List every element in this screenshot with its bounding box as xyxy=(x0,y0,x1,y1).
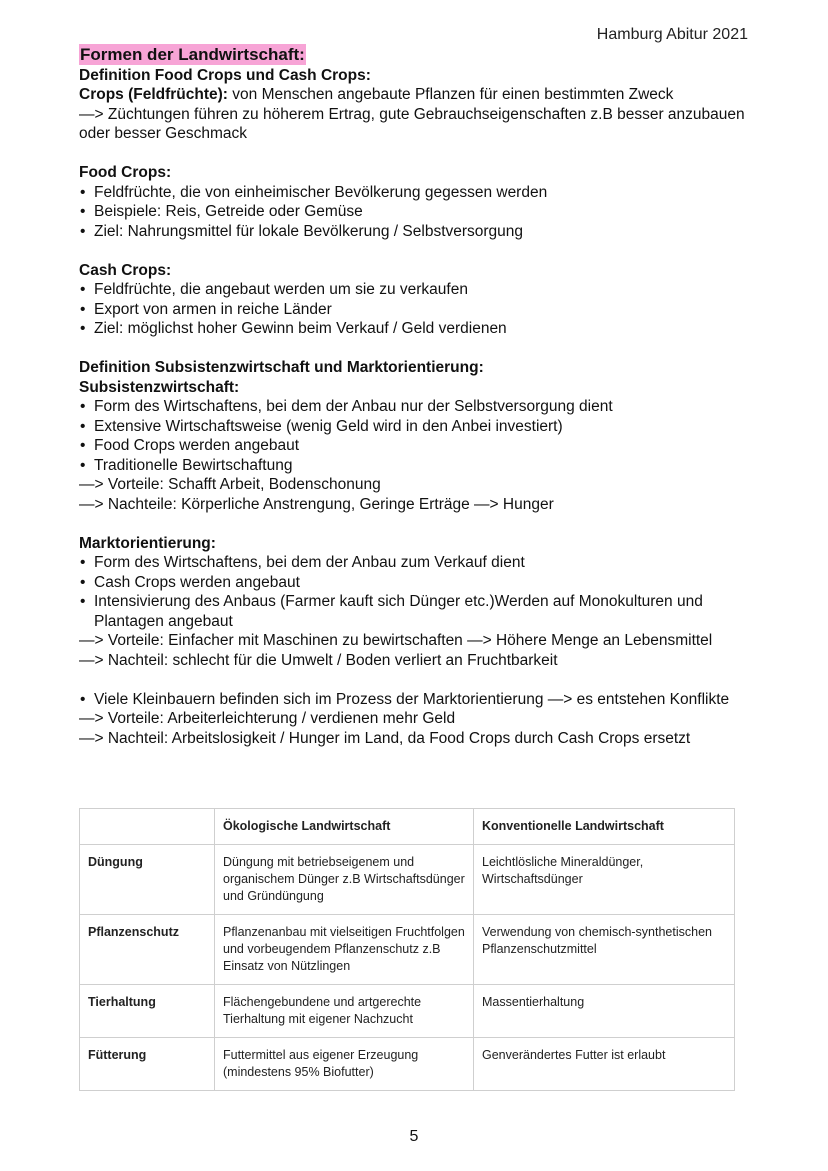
table-row xyxy=(80,845,735,915)
table-cell: Futtermittel aus eigener Erzeugung (mindestens 95% Biofutter) xyxy=(215,1038,474,1091)
conflict-cons: —> Nachteil: Arbeitslosigkeit / Hunger im Land, da Food Crops durch Cash Crops ersetzt xyxy=(79,729,691,747)
list-item: • Food Crops werden angebaut xyxy=(79,436,759,456)
list-item: • Traditionelle Bewirtschaftung xyxy=(79,456,759,476)
table-cell: Verwendung von chemisch-synthetischen Pflanzenschutzmittel xyxy=(474,915,735,985)
table-row-header: Fütterung xyxy=(80,1038,215,1091)
list-item: • Cash Crops werden angebaut xyxy=(79,573,759,593)
table-cell: Flächengebundene und artgerechte Tierhaltung mit eigener Nachzucht xyxy=(215,985,474,1038)
list-item: • Ziel: Nahrungsmittel für lokale Bevölkerung / Selbstversorgung xyxy=(79,222,759,242)
list-item: • Ziel: möglichst hoher Gewinn beim Verkauf / Geld verdienen xyxy=(79,319,759,339)
market-heading: Marktorientierung: xyxy=(79,534,216,552)
comparison-table xyxy=(79,808,735,1091)
list-item: • Extensive Wirtschaftsweise (wenig Geld wird in den Anbei investiert) xyxy=(79,417,759,437)
list-item: • Export von armen in reiche Länder xyxy=(79,300,759,320)
list-item: • Feldfrüchte, die angebaut werden um sie zu verkaufen xyxy=(79,280,759,300)
section-heading-crops: Definition Food Crops und Cash Crops: xyxy=(79,66,371,84)
list-item: • Form des Wirtschaftens, bei dem der Anbau zum Verkauf dient xyxy=(79,553,759,573)
table-header-row xyxy=(80,809,735,845)
section-heading-economy: Definition Subsistenzwirtschaft und Marktorientierung: xyxy=(79,359,484,376)
table-header-cell: Ökologische Landwirtschaft xyxy=(215,809,474,845)
food-crops-heading: Food Crops: xyxy=(79,164,172,181)
cash-crops-heading: Cash Crops: xyxy=(79,261,172,279)
table-row-header: Pflanzenschutz xyxy=(80,915,215,985)
list-item: • Feldfrüchte, die von einheimischer Bevölkerung gegessen werden xyxy=(79,183,759,203)
table-cell: Leichtlösliche Mineraldünger, Wirtschaftsdünger xyxy=(474,845,735,915)
subsistence-heading: Subsistenzwirtschaft: xyxy=(79,378,240,396)
page-title: Formen der Landwirtschaft: xyxy=(80,45,305,64)
crops-definition-text: von Menschen angebaute Pflanzen für einen bestimmten Zweck xyxy=(227,86,674,103)
list-item: • Form des Wirtschaftens, bei dem der Anbau nur der Selbstversorgung dient xyxy=(79,397,759,417)
conflict-pros: —> Vorteile: Arbeiterleichterung / verdienen mehr Geld xyxy=(79,710,456,727)
table-row-header: Tierhaltung xyxy=(80,985,215,1038)
table-cell: Düngung mit betriebseigenem und organischem Dünger z.B Wirtschaftsdünger und Gründüngung xyxy=(215,845,474,915)
crops-note: —> Züchtungen führen zu höherem Ertrag, gute Gebrauchseigenschaften z.B besser anzubauen oder besser Geschmack xyxy=(79,105,745,142)
list-item: • Intensivierung des Anbaus (Farmer kauft sich Dünger etc.)Werden auf Monokulturen und Plantagen angebaut xyxy=(79,592,759,631)
table-row-header: Düngung xyxy=(80,845,215,915)
table-header-cell: Konventionelle Landwirtschaft xyxy=(474,809,735,845)
list-item: • Viele Kleinbauern befinden sich im Prozess der Marktorientierung —> es entstehen Konflikte xyxy=(79,690,759,710)
market-pros: —> Vorteile: Einfacher mit Maschinen zu bewirtschaften —> Höhere Menge an Lebensmittel xyxy=(79,632,713,649)
page-number: 5 xyxy=(409,1128,419,1145)
header-document-label: Hamburg Abitur 2021 xyxy=(596,26,748,43)
table-cell: Pflanzenanbau mit vielseitigen Fruchtfolgen und vorbeugendem Pflanzenschutz z.B Einsatz von Nützlingen xyxy=(215,915,474,985)
crops-definition xyxy=(79,85,759,105)
table-cell: Genverändertes Futter ist erlaubt xyxy=(474,1038,735,1091)
subsistence-pros: —> Vorteile: Schafft Arbeit, Bodenschonung xyxy=(79,476,381,493)
document-body xyxy=(79,44,759,748)
list-item: • Beispiele: Reis, Getreide oder Gemüse xyxy=(79,202,759,222)
crops-term: Crops (Feldfrüchte): xyxy=(79,86,228,103)
table-row xyxy=(80,985,735,1038)
table-row xyxy=(80,1038,735,1091)
table-row xyxy=(80,915,735,985)
table-header-cell xyxy=(80,809,215,845)
table-cell: Massentierhaltung xyxy=(474,985,735,1038)
market-cons: —> Nachteil: schlecht für die Umwelt / Boden verliert an Fruchtbarkeit xyxy=(79,651,558,669)
subsistence-cons: —> Nachteile: Körperliche Anstrengung, Geringe Erträge —> Hunger xyxy=(79,495,554,513)
